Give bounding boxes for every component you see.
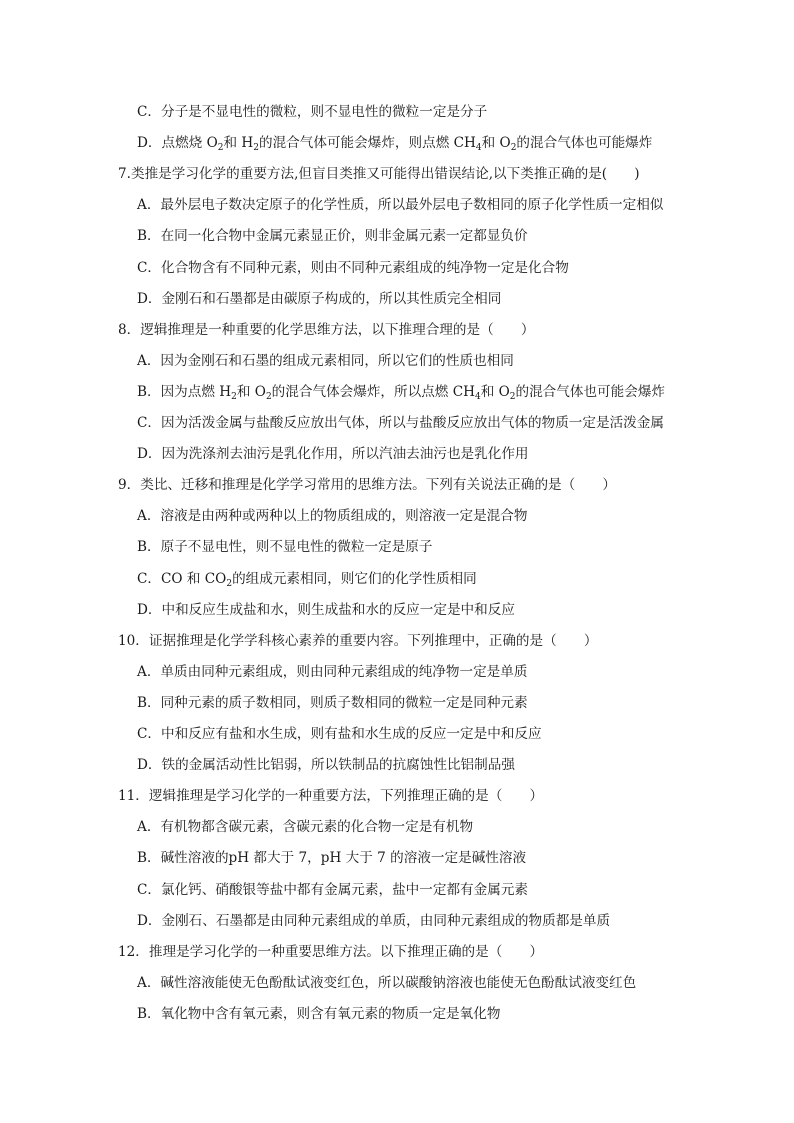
text-run: 11．逻辑推理是学习化学的一种重要方法，下列推理正确的是（ ）: [118, 788, 544, 805]
answer-option: [137, 289, 501, 309]
question-stem: [118, 164, 640, 184]
subscript: 4: [474, 391, 481, 402]
question-stem: [118, 786, 543, 806]
text-run: C．分子是不显电性的微粒，则不显电性的微粒一定是分子: [137, 104, 488, 120]
text-run: 10．证据推理是化学学科核心素养的重要内容。下列推理中，正确的是（ ）: [118, 632, 598, 649]
subscript: 2: [509, 391, 516, 402]
answer-option: [137, 537, 432, 557]
text-run: 12．推理是学习化学的一种重要思维方法。以下推理正确的是（ ）: [118, 943, 544, 960]
text-run: D．因为洗涤剂去油污是乳化作用，所以汽油去油污也是乳化作用: [137, 446, 529, 463]
text-run: B．同种元素的质子数相同，则质子数相同的微粒一定是同种元素: [137, 694, 528, 711]
subscript: 2: [226, 578, 233, 589]
text-run: 9．类比、迁移和推理是化学学习常用的思维方法。下列有关说法正确的是（ ）: [118, 477, 617, 494]
subscript: 2: [217, 143, 224, 154]
text-run: C．因为活泼金属与盐酸反应放出气体，所以与盐酸反应放出气体的物质一定是活泼金属: [137, 415, 664, 431]
answer-option: [137, 102, 487, 122]
subscript: 2: [265, 391, 272, 402]
answer-option: [137, 693, 528, 713]
answer-option: [137, 973, 636, 993]
answer-option: [137, 880, 528, 900]
answer-option: [137, 226, 528, 246]
answer-option: [137, 413, 664, 433]
text-run: D．中和反应生成盐和水，则生成盐和水的反应一定是中和反应: [137, 601, 515, 618]
answer-option: [137, 195, 663, 215]
answer-option: [137, 1004, 500, 1024]
text-run: 和 H: [223, 135, 254, 152]
text-run: A．溶液是由两种或两种以上的物质组成的，则溶液一定是混合物: [137, 508, 528, 525]
answer-option: [137, 600, 515, 620]
answer-option: [137, 351, 514, 371]
answer-option: [137, 817, 473, 837]
question-stem: [118, 942, 543, 962]
text-run: B．氧化物中含有氧元素，则含有氧元素的物质一定是氧化物: [137, 1005, 501, 1022]
subscript: 2: [253, 143, 259, 154]
text-run: D．铁的金属活动性比铝弱，所以铁制品的抗腐蚀性比铝制品强: [137, 757, 515, 774]
answer-option: [137, 506, 527, 526]
text-run: B．因为点燃 H: [137, 383, 232, 400]
question-stem: [118, 475, 616, 495]
text-run: B．碱性溶液的pH 都大于 7，pH 大于 7 的溶液一定是碱性溶液: [137, 850, 527, 867]
text-run: D．点燃烧 O: [137, 135, 218, 152]
question-stem: [118, 631, 597, 651]
answer-option: [137, 444, 529, 464]
text-run: A．因为金刚石和石墨的组成元素相同，所以它们的性质也相同: [137, 352, 514, 369]
text-run: 的混合气体会爆炸，所以点燃 CH: [271, 383, 475, 400]
subscript: 2: [510, 143, 517, 154]
answer-option: [137, 755, 515, 775]
answer-option: [137, 258, 569, 278]
text-run: 和 O: [236, 383, 266, 400]
text-run: A．碱性溶液能使无色酚酞试液变红色，所以碳酸钠溶液也能使无色酚酞试液变红色: [137, 974, 637, 991]
text-run: 的组成元素相同，则它们的化学性质相同: [232, 570, 477, 587]
text-run: D．金刚石和石墨都是由碳原子构成的，所以其性质完全相同: [137, 290, 502, 307]
subscript: 2: [231, 391, 237, 402]
text-run: 和 O: [481, 135, 511, 152]
text-run: A．单质由同种元素组成，则由同种元素组成的纯净物一定是单质: [137, 663, 528, 680]
text-run: 8．逻辑推理是一种重要的化学思维方法，以下推理合理的是（ ）: [118, 321, 535, 338]
text-run: D．金刚石、石墨都是由同种元素组成的单质，由同种元素组成的物质都是单质: [137, 912, 611, 929]
text-run: C．氯化钙、硝酸银等盐中都有金属元素，盐中一定都有金属元素: [137, 881, 529, 898]
text-run: C．中和反应有盐和水生成，则有盐和水生成的反应一定是中和反应: [137, 726, 542, 742]
text-run: A．最外层电子数决定原子的化学性质，所以最外层电子数相同的原子化学性质一定相似: [137, 197, 664, 214]
text-run: 的混合气体也可能爆炸: [516, 135, 653, 152]
text-run: 的混合气体也可能会爆炸: [515, 383, 666, 400]
text-run: 7.类推是学习化学的重要方法,但盲目类推又可能得出错误结论,以下类推正确的是( ): [118, 166, 640, 183]
answer-option: [137, 848, 526, 868]
answer-option: [137, 569, 477, 589]
text-run: C．化合物含有不同种元素，则由不同种元素组成的纯净物一定是化合物: [137, 259, 569, 276]
text-run: 的混合气体可能会爆炸，则点燃 CH: [259, 135, 476, 152]
subscript: 4: [475, 143, 482, 154]
question-stem: [118, 320, 534, 340]
text-run: A．有机物都含碳元素，含碳元素的化合物一定是有机物: [137, 819, 474, 836]
answer-option: [137, 662, 527, 682]
answer-option: [137, 382, 665, 402]
text-run: 和 O: [480, 383, 510, 400]
answer-option: [137, 724, 542, 744]
text-run: B．在同一化合物中金属元素显正价，则非金属元素一定都显负价: [137, 228, 528, 245]
text-run: C．CO 和 CO: [137, 570, 227, 587]
text-run: B．原子不显电性，则不显电性的微粒一定是原子: [137, 539, 433, 556]
answer-option: [137, 133, 652, 153]
answer-option: [137, 911, 610, 931]
